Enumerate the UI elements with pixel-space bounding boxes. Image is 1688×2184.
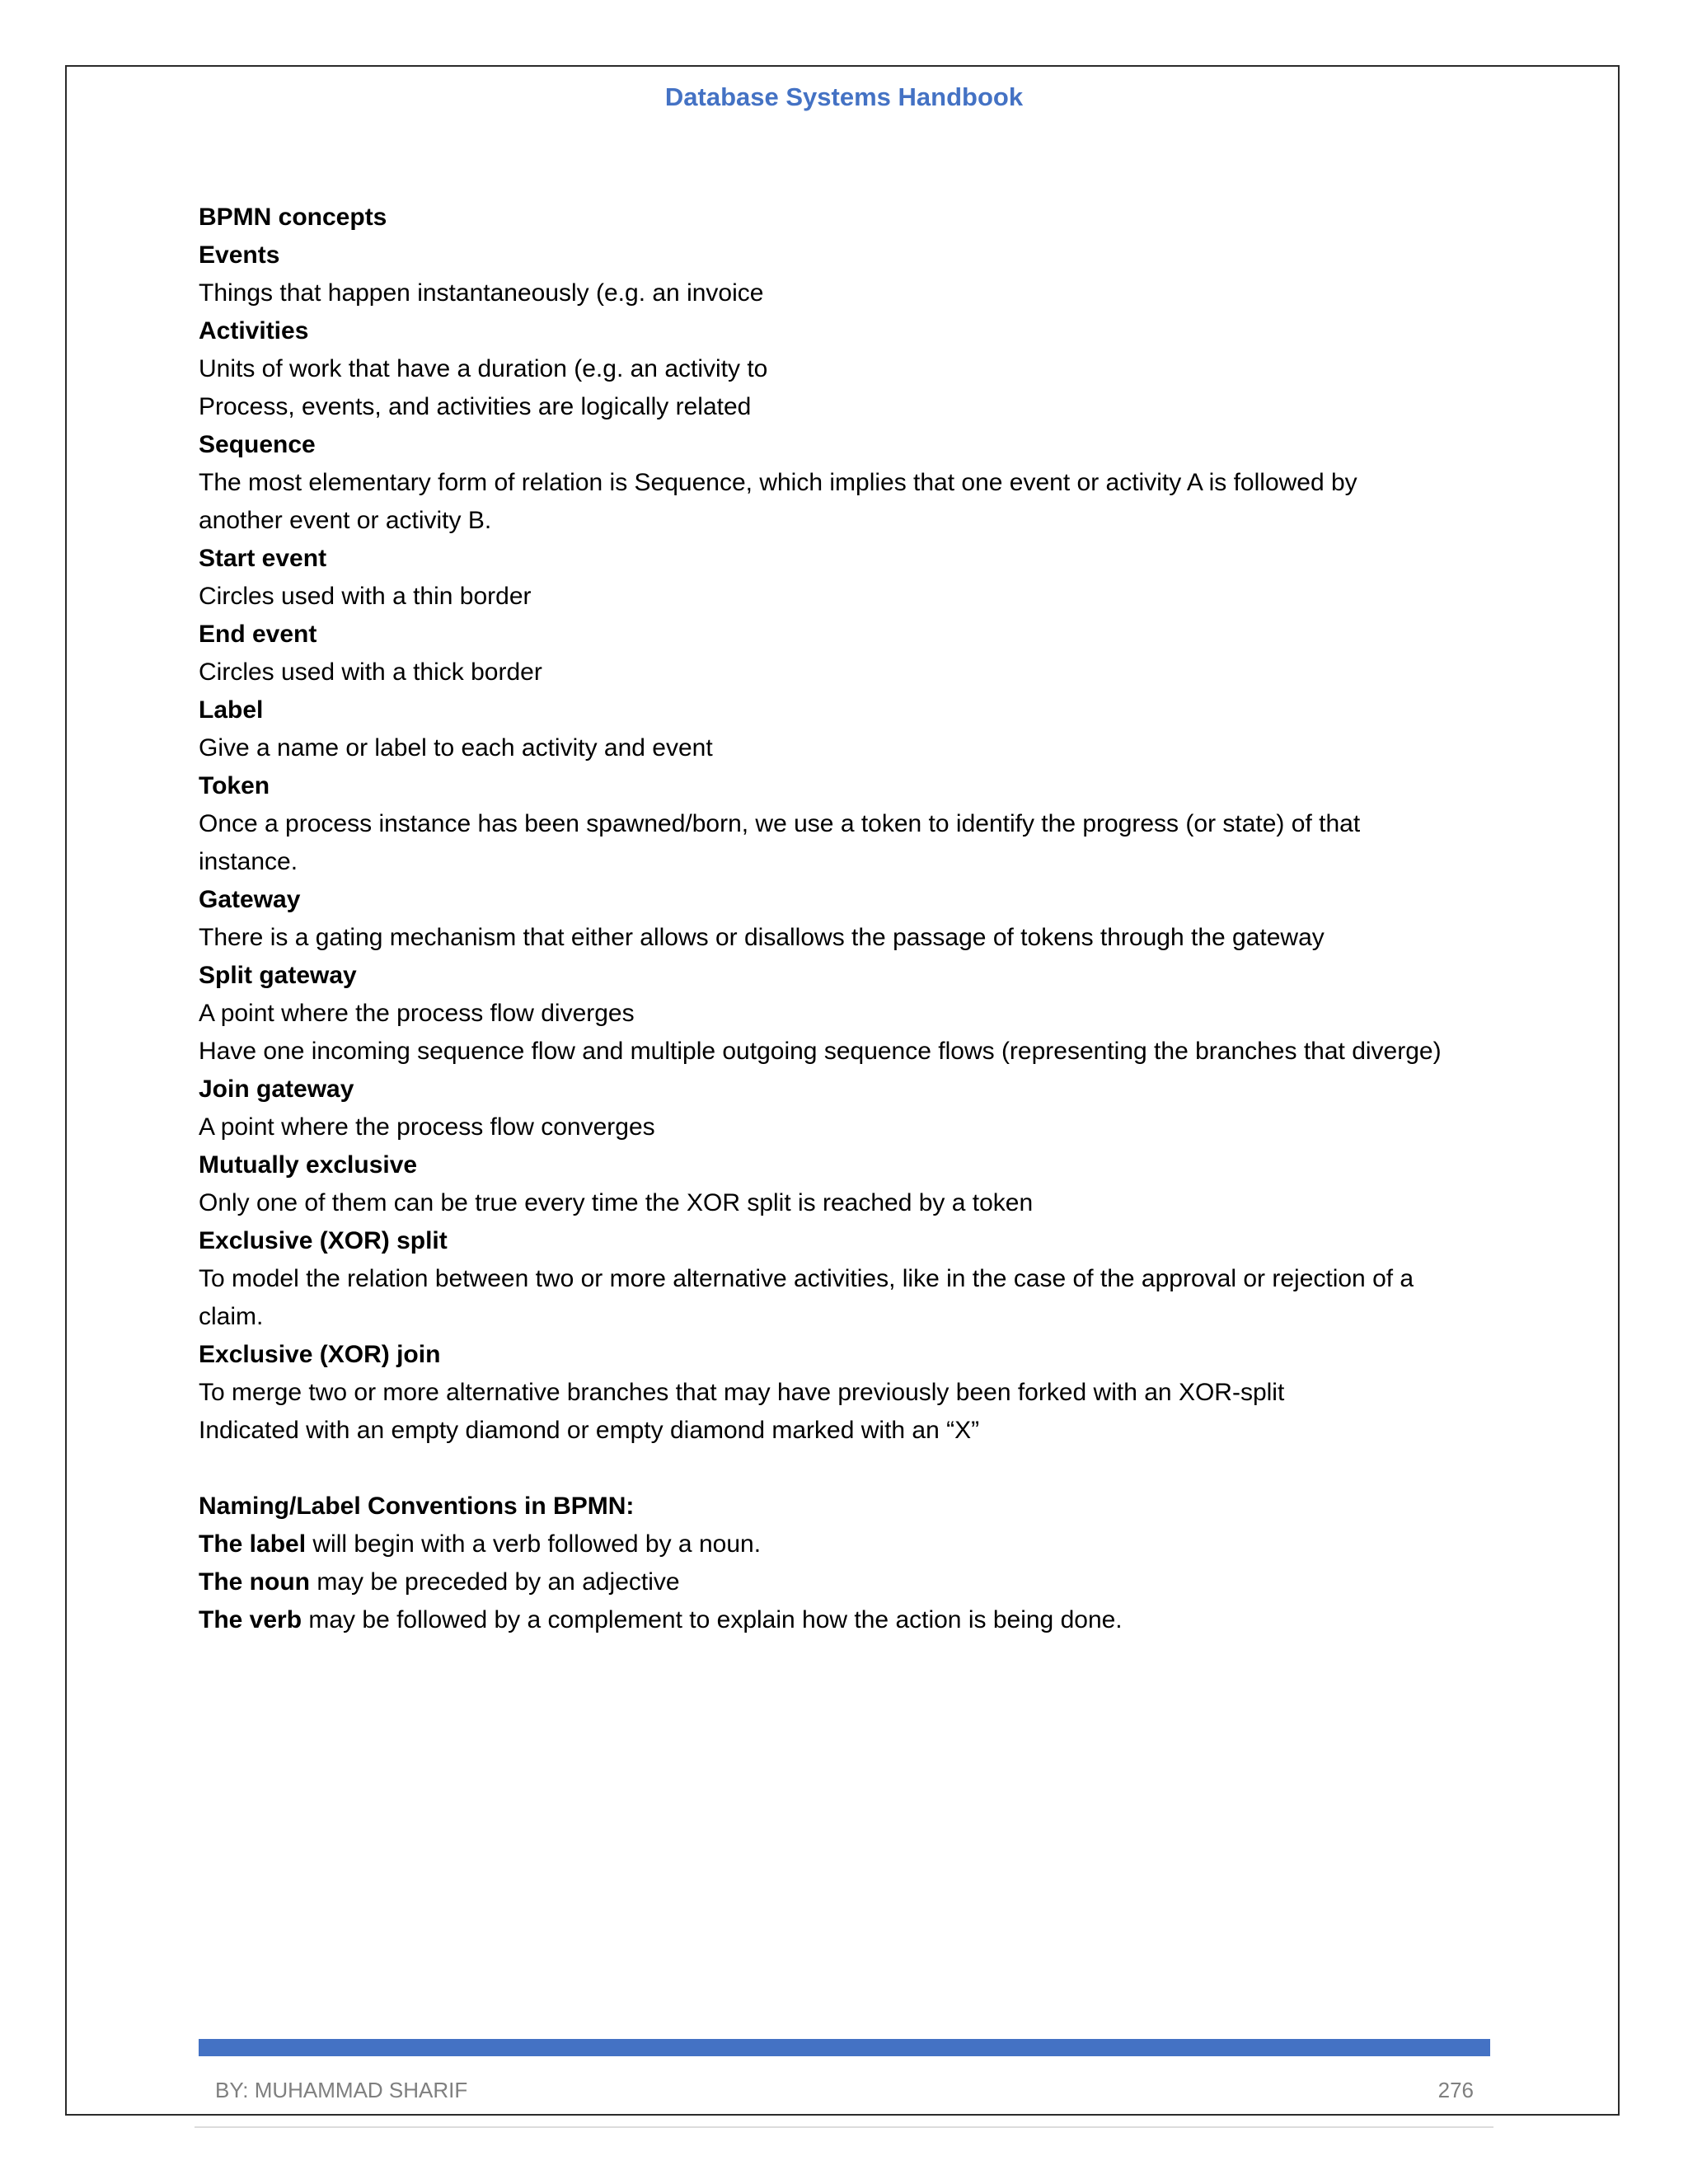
naming-rule-text: may be followed by a complement to explain how the action is being done. <box>302 1606 1123 1633</box>
definition-text: To model the relation between two or more alternative activities, like in the case of the approval or rejection of a <box>199 1265 1414 1292</box>
term-heading: Mutually exclusive <box>199 1151 418 1179</box>
definition-text: claim. <box>199 1303 264 1330</box>
naming-rule-lead: The verb <box>199 1606 302 1633</box>
naming-rule <box>199 1601 1501 1639</box>
term-heading: Split gateway <box>199 962 357 989</box>
naming-rule <box>199 1526 1501 1563</box>
term-heading: Exclusive (XOR) split <box>199 1227 448 1254</box>
page-body <box>199 199 1501 1639</box>
footer-accent-bar <box>199 2039 1490 2056</box>
term-heading: Join gateway <box>199 1076 354 1103</box>
naming-rule-text: may be preceded by an adjective <box>309 1568 680 1596</box>
bottom-rule <box>195 2126 1493 2128</box>
definition-text: Give a name or label to each activity and event <box>199 734 713 762</box>
running-header: Database Systems Handbook <box>664 82 1024 111</box>
term-heading: Token <box>199 772 270 799</box>
naming-rule-lead: The label <box>199 1530 307 1558</box>
naming-rule <box>199 1563 1501 1601</box>
term-heading: Activities <box>199 317 309 344</box>
definition-text: Indicated with an empty diamond or empty diamond marked with an “X” <box>199 1417 980 1444</box>
page-number: 276 <box>1437 2078 1474 2102</box>
definition-text: Circles used with a thick border <box>199 658 542 686</box>
definition-text: Process, events, and activities are logically related <box>199 393 752 420</box>
section-heading: BPMN concepts <box>199 204 387 231</box>
definition-text: There is a gating mechanism that either allows or disallows the passage of tokens through the gateway <box>199 924 1325 951</box>
definition-text: another event or activity B. <box>199 507 492 534</box>
footer-author: BY: MUHAMMAD SHARIF <box>215 2078 468 2102</box>
definition-text: Only one of them can be true every time the XOR split is reached by a token <box>199 1189 1034 1216</box>
definition-text: The most elementary form of relation is Sequence, which implies that one event or activity A is followed by <box>199 469 1357 496</box>
term-heading: Label <box>199 696 264 724</box>
definition-text: instance. <box>199 848 298 875</box>
term-heading: End event <box>199 621 317 648</box>
definition-text: To merge two or more alternative branches that may have previously been forked with an XOR-split <box>199 1379 1285 1406</box>
paragraph-gap <box>199 1450 1501 1488</box>
term-heading: Events <box>199 241 280 269</box>
definition-text: A point where the process flow converges <box>199 1113 655 1141</box>
term-heading: Gateway <box>199 886 301 913</box>
definition-text: Once a process instance has been spawned/born, we use a token to identify the progress (or state) of that <box>199 810 1361 837</box>
definition-text: Units of work that have a duration (e.g. an activity to <box>199 355 768 382</box>
term-heading: Sequence <box>199 431 316 458</box>
term-heading: Exclusive (XOR) join <box>199 1341 441 1368</box>
definition-text: A point where the process flow diverges <box>199 1000 635 1027</box>
definition-text: Things that happen instantaneously (e.g. an invoice <box>199 279 764 307</box>
naming-heading: Naming/Label Conventions in BPMN: <box>199 1493 635 1520</box>
definition-text: Circles used with a thin border <box>199 583 532 610</box>
naming-rule-text: will begin with a verb followed by a noun. <box>306 1530 762 1558</box>
term-heading: Start event <box>199 545 327 572</box>
definition-text: Have one incoming sequence flow and multiple outgoing sequence flows (representing the branches that diverge) <box>199 1038 1442 1065</box>
naming-rule-lead: The noun <box>199 1568 310 1596</box>
